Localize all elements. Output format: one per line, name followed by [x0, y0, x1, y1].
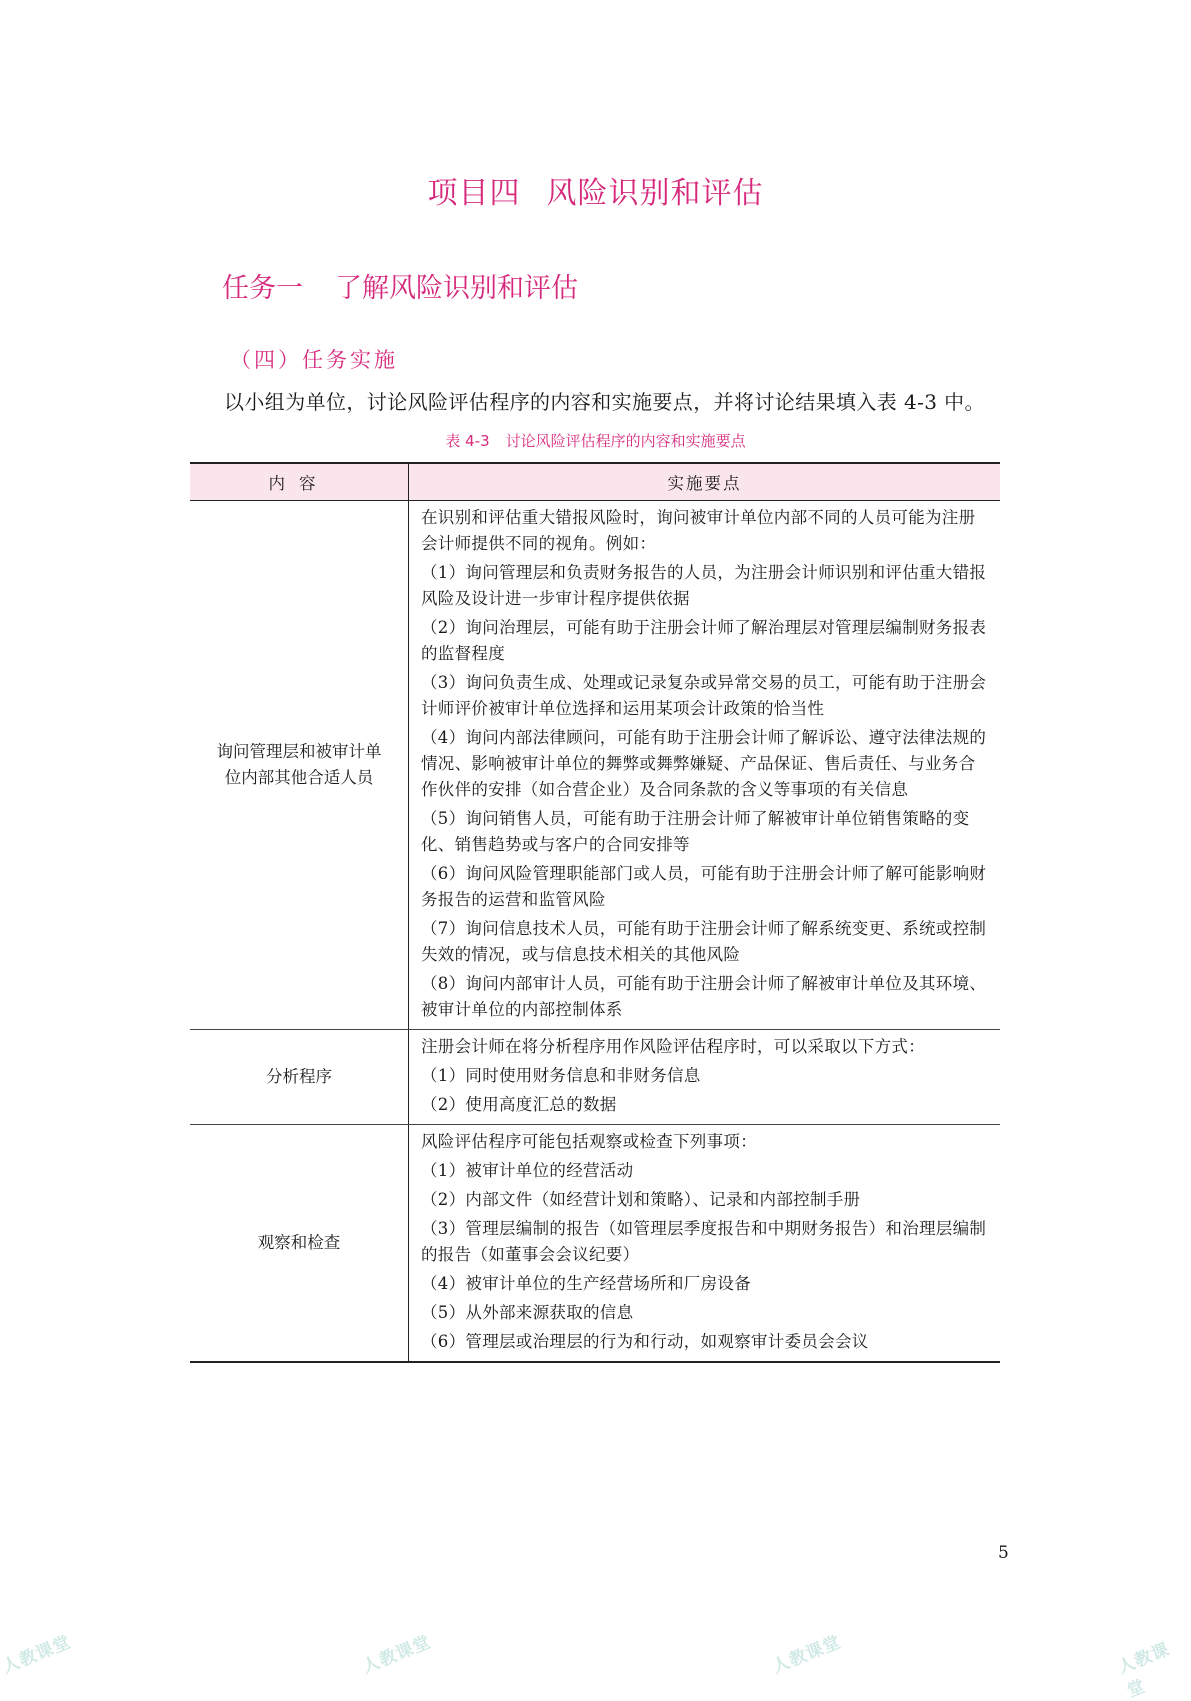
watermark-logo: 人教课堂 — [359, 1632, 435, 1678]
point-item: （4）被审计单位的生产经营场所和厂房设备 — [421, 1274, 751, 1293]
table-row — [190, 1030, 1000, 1125]
watermark-logo: 人教课堂 — [1115, 1639, 1173, 1701]
table-row — [190, 1125, 1000, 1363]
task-title — [222, 266, 578, 305]
point-item: （2）询问治理层，可能有助于注册会计师了解治理层对管理层编制财务报表的监督程度 — [421, 618, 987, 663]
point-item: （4）询问内部法律顾问，可能有助于注册会计师了解诉讼、遵守法律法规的情况、影响被审计单位的舞弊或舞弊嫌疑、产品保证、售后责任、与业务合作伙伴的安排（如合营企业）及合同条款的含义等事项的有关信息 — [421, 728, 987, 799]
table-caption-title: 讨论风险评估程序的内容和实施要点 — [505, 432, 746, 450]
task-label: 任务一 — [222, 273, 303, 304]
task-name: 了解风险识别和评估 — [335, 273, 578, 304]
point-item: 在识别和评估重大错报风险时，询问被审计单位内部不同的人员可能为注册会计师提供不同的视角。例如： — [421, 508, 976, 553]
row-content: 询问管理层和被审计单位内部其他合适人员 — [190, 501, 409, 1030]
content-table — [190, 462, 1000, 1363]
point-item: 风险评估程序可能包括观察或检查下列事项： — [421, 1132, 757, 1151]
page-number: 5 — [998, 1543, 1009, 1563]
point-item: （3）询问负责生成、处理或记录复杂或异常交易的员工，可能有助于注册会计师评价被审计单位选择和运用某项会计政策的恰当性 — [421, 673, 987, 718]
point-item: （1）询问管理层和负责财务报告的人员，为注册会计师识别和评估重大错报风险及设计进一步审计程序提供依据 — [421, 563, 987, 608]
row-points — [409, 1030, 1001, 1125]
point-item: （1）被审计单位的经营活动 — [421, 1161, 634, 1180]
row-points — [409, 501, 1001, 1030]
point-item: 注册会计师在将分析程序用作风险评估程序时，可以采取以下方式： — [421, 1037, 925, 1056]
point-item: （7）询问信息技术人员，可能有助于注册会计师了解系统变更、系统或控制失效的情况，或与信息技术相关的其他风险 — [421, 919, 987, 964]
intro-paragraph: 以小组为单位，讨论风险评估程序的内容和实施要点，并将讨论结果填入表 4-3 中。 — [224, 390, 985, 414]
point-item: （3）管理层编制的报告（如管理层季度报告和中期财务报告）和治理层编制的报告（如董事会会议纪要） — [421, 1219, 987, 1264]
project-name: 风险识别和评估 — [546, 176, 764, 211]
point-item: （2）使用高度汇总的数据 — [421, 1095, 617, 1114]
project-title — [0, 168, 1191, 212]
project-label: 项目四 — [427, 176, 521, 211]
point-item: （2）内部文件（如经营计划和策略）、记录和内部控制手册 — [421, 1190, 861, 1209]
point-item: （6）询问风险管理职能部门或人员，可能有助于注册会计师了解可能影响财务报告的运营和监管风险 — [421, 864, 987, 909]
row-points — [409, 1125, 1001, 1363]
header-content: 内容 — [190, 463, 409, 501]
section-heading: （四）任务实施 — [230, 348, 398, 372]
point-item: （6）管理层或治理层的行为和行动，如观察审计委员会会议 — [421, 1332, 869, 1351]
table-caption-number: 表 4-3 — [445, 432, 490, 450]
header-key-points: 实施要点 — [409, 463, 1001, 501]
table-caption — [0, 430, 1191, 451]
row-content: 观察和检查 — [190, 1125, 409, 1363]
point-item: （1）同时使用财务信息和非财务信息 — [421, 1066, 701, 1085]
point-item: （5）询问销售人员，可能有助于注册会计师了解被审计单位销售策略的变化、销售趋势或与客户的合同安排等 — [421, 809, 970, 854]
table-header-row — [190, 463, 1000, 501]
watermark-logo: 人教课堂 — [0, 1632, 75, 1678]
table-row — [190, 501, 1000, 1030]
watermark-logo: 人教课堂 — [769, 1632, 845, 1678]
point-item: （5）从外部来源获取的信息 — [421, 1303, 634, 1322]
row-content: 分析程序 — [190, 1030, 409, 1125]
point-item: （8）询问内部审计人员，可能有助于注册会计师了解被审计单位及其环境、被审计单位的内部控制体系 — [421, 974, 987, 1019]
